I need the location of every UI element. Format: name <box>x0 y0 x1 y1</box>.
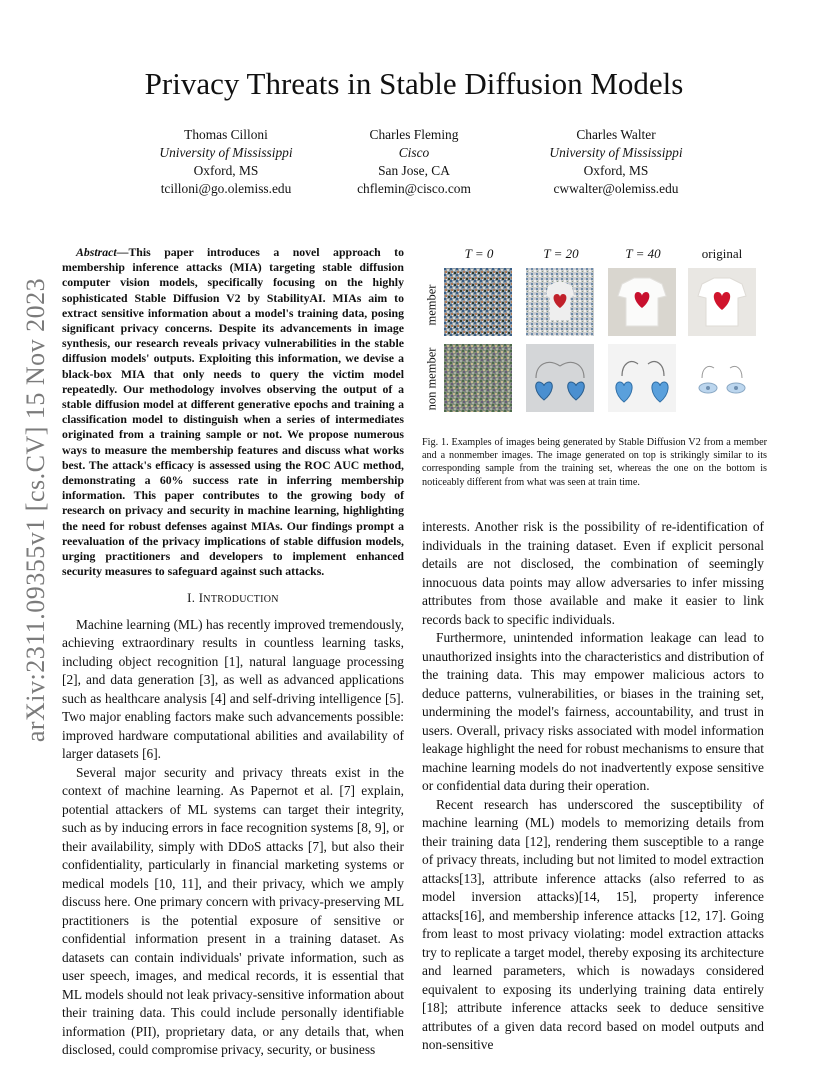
figure-column-label: T = 40 <box>625 246 661 261</box>
abstract-label: Abstract <box>76 245 117 259</box>
author-affiliation: University of Mississippi <box>159 145 293 160</box>
author-location: Oxford, MS <box>193 163 259 178</box>
figure-row-label <box>422 270 442 340</box>
author-name: Thomas Cilloni <box>184 127 268 142</box>
section-title-initial: I <box>198 591 204 606</box>
author-affiliation: University of Mississippi <box>549 145 683 160</box>
author-block-2 <box>304 126 524 198</box>
figure-column-label: original <box>701 246 743 261</box>
figure-row-label-text: member <box>424 284 439 326</box>
nonmember-t20-image <box>526 344 594 412</box>
author-name: Charles Fleming <box>369 127 459 142</box>
nonmember-original-image <box>688 344 756 412</box>
nonmember-noise-t0-image <box>444 344 512 412</box>
intro-paragraph-1: Machine learning (ML) has recently improved tremendously, achieving extraordinary results in countless learning tasks, including object recognition [1], natural language processing [2], and data generation [3], as well as advanced applications such as healthcare analysis [4] and self-driving intelligence [5]. Two major enabling factors make such advancements possible: improved hardware computational abilities and availability of larger datasets [6]. <box>62 616 404 762</box>
section-title-rest: NTRODUCTION <box>203 594 279 606</box>
author-block-1 <box>116 126 336 198</box>
author-location: San Jose, CA <box>378 163 450 178</box>
right-paragraph-1: interests. Another risk is the possibility of re-identification of individuals in the training dataset. Even if explicit personal details are not disclosed, the combination of seemingly innocuous data points may allow adversaries to infer missing attributes from those available and make it easier to link records back to specific individuals. <box>422 519 764 627</box>
section-number: I. <box>187 591 196 606</box>
author-location: Oxford, MS <box>583 163 649 178</box>
author-email: tcilloni@go.olemiss.edu <box>160 181 292 196</box>
section-heading-introduction <box>62 589 404 610</box>
author-name: Charles Walter <box>576 127 656 142</box>
paper-title: Privacy Threats in Stable Diffusion Models <box>144 66 684 101</box>
arxiv-identifier-text: arXiv:2311.09355v1 [cs.CV] 15 Nov 2023 <box>21 277 50 743</box>
arxiv-identifier <box>14 277 58 743</box>
member-t20-image <box>526 268 594 336</box>
right-paragraph-3: Recent research has underscored the susceptibility of machine learning (ML) models to memorizing details from their training data [12], rendering them susceptible to a range of privacy threats, including but not limited to model extraction attacks[13], attribute inference attacks (also referred to as model inversion attacks)[14, 15], property inference attacks[16], and membership inference attacks [12, 17]. Going from least to most privacy violating: model extraction attacks try to replicate a target model, thereby exposing its architecture and learned parameters, which is nowadays considered equivalent to exposing its underlying training data entirely [18]; attribute inference attacks seek to deduce sensitive attributes of a given data record based on model outputs and non-sensitive <box>422 796 764 1052</box>
member-original-image <box>688 268 756 336</box>
nonmember-t40-image <box>608 344 676 412</box>
left-column <box>62 245 404 1060</box>
member-t40-image <box>608 268 676 336</box>
author-email: chflemin@cisco.com <box>357 181 471 196</box>
member-noise-t0-image <box>444 268 512 336</box>
right-column <box>422 518 764 1055</box>
abstract-text: —This paper introduces a novel approach to membership inference attacks (MIA) targeting stable diffusion computer vision models, specifically focusing on the highly sophisticated Stable Diffusion V2 by StabilityAI. MIAs aim to extract sensitive information about a model's training data, posing significant privacy concerns. Despite its advancements in image synthesis, our research reveals privacy vulnerabilities in the stable diffusion models' outputs. Exploiting this information, we devise a black-box MIA that only needs to query the victim model repeatedly. Our methodology involves observing the output of a stable diffusion model at different generative epochs and training a classification model to distinguish when a series of intermediates originated from a training sample or not. We propose numerous ways to measure the membership features and discuss what works best. The attack's efficacy is assessed using the ROC AUC method, demonstrating a 60% success rate in inferring membership information. This paper contributes to the growing body of research on privacy and security in machine learning, highlighting the need for robust defenses against MIAs. Our findings prompt a reevaluation of the privacy implications of stable diffusion models, urging practitioners and developers to implement enhanced security measures to safeguard against such attacks. <box>62 245 404 579</box>
author-email: cwwalter@olemiss.edu <box>553 181 679 196</box>
figure-column-label: T = 20 <box>543 246 579 261</box>
abstract <box>62 245 404 579</box>
figure-row-label <box>422 344 442 414</box>
author-block-3 <box>506 126 726 198</box>
intro-paragraph-2: Several major security and privacy threats exist in the context of machine learning. As Papernot et al. [7] explain, potential attackers of ML systems can target their integrity, such as by inducing errors in face recognition systems [8, 9], or their availability, simply with DDoS attacks [7], but also their confidentiality, particularly in financial marketing systems or medical models [10, 11], and their privacy, which we amply discuss here. One primary concern with privacy-preserving ML practitioners is the potential exposure of sensitive or confidential information present in a training dataset. As datasets can contain individuals' private information, such as user speech, images, and medical records, it is essential that ML models should not leak privacy-sensitive information about their training data. This could include personally identifiable information (PII), proprietary data, or any details that, when disclosed, could compromise privacy, security, or business <box>62 764 404 1058</box>
right-paragraph-2: Furthermore, unintended information leakage can lead to unauthorized insights into the characteristics and distribution of the training data. This may empower malicious actors to deduce patterns, vulnerabilities, or biases in the training set, undermining the model's fairness, accountability, and trust in users. Overall, privacy risks associated with model information leakage highlight the need for robust mechanisms to ensure that machine learning models do not inadvertently expose sensitive or confidential data during their operation. <box>422 630 764 793</box>
figure-1-caption: Fig. 1. Examples of images being generated by Stable Diffusion V2 from a member and a nonmember images. The image generated on top is strikingly similar to its corresponding sample from the training set, whereas the one on the bottom is noticeably different from what was seen at train time. <box>422 437 767 488</box>
figure-row-label-text: non member <box>424 347 439 411</box>
figure-column-label: T = 0 <box>464 246 494 261</box>
author-affiliation: Cisco <box>398 145 430 160</box>
